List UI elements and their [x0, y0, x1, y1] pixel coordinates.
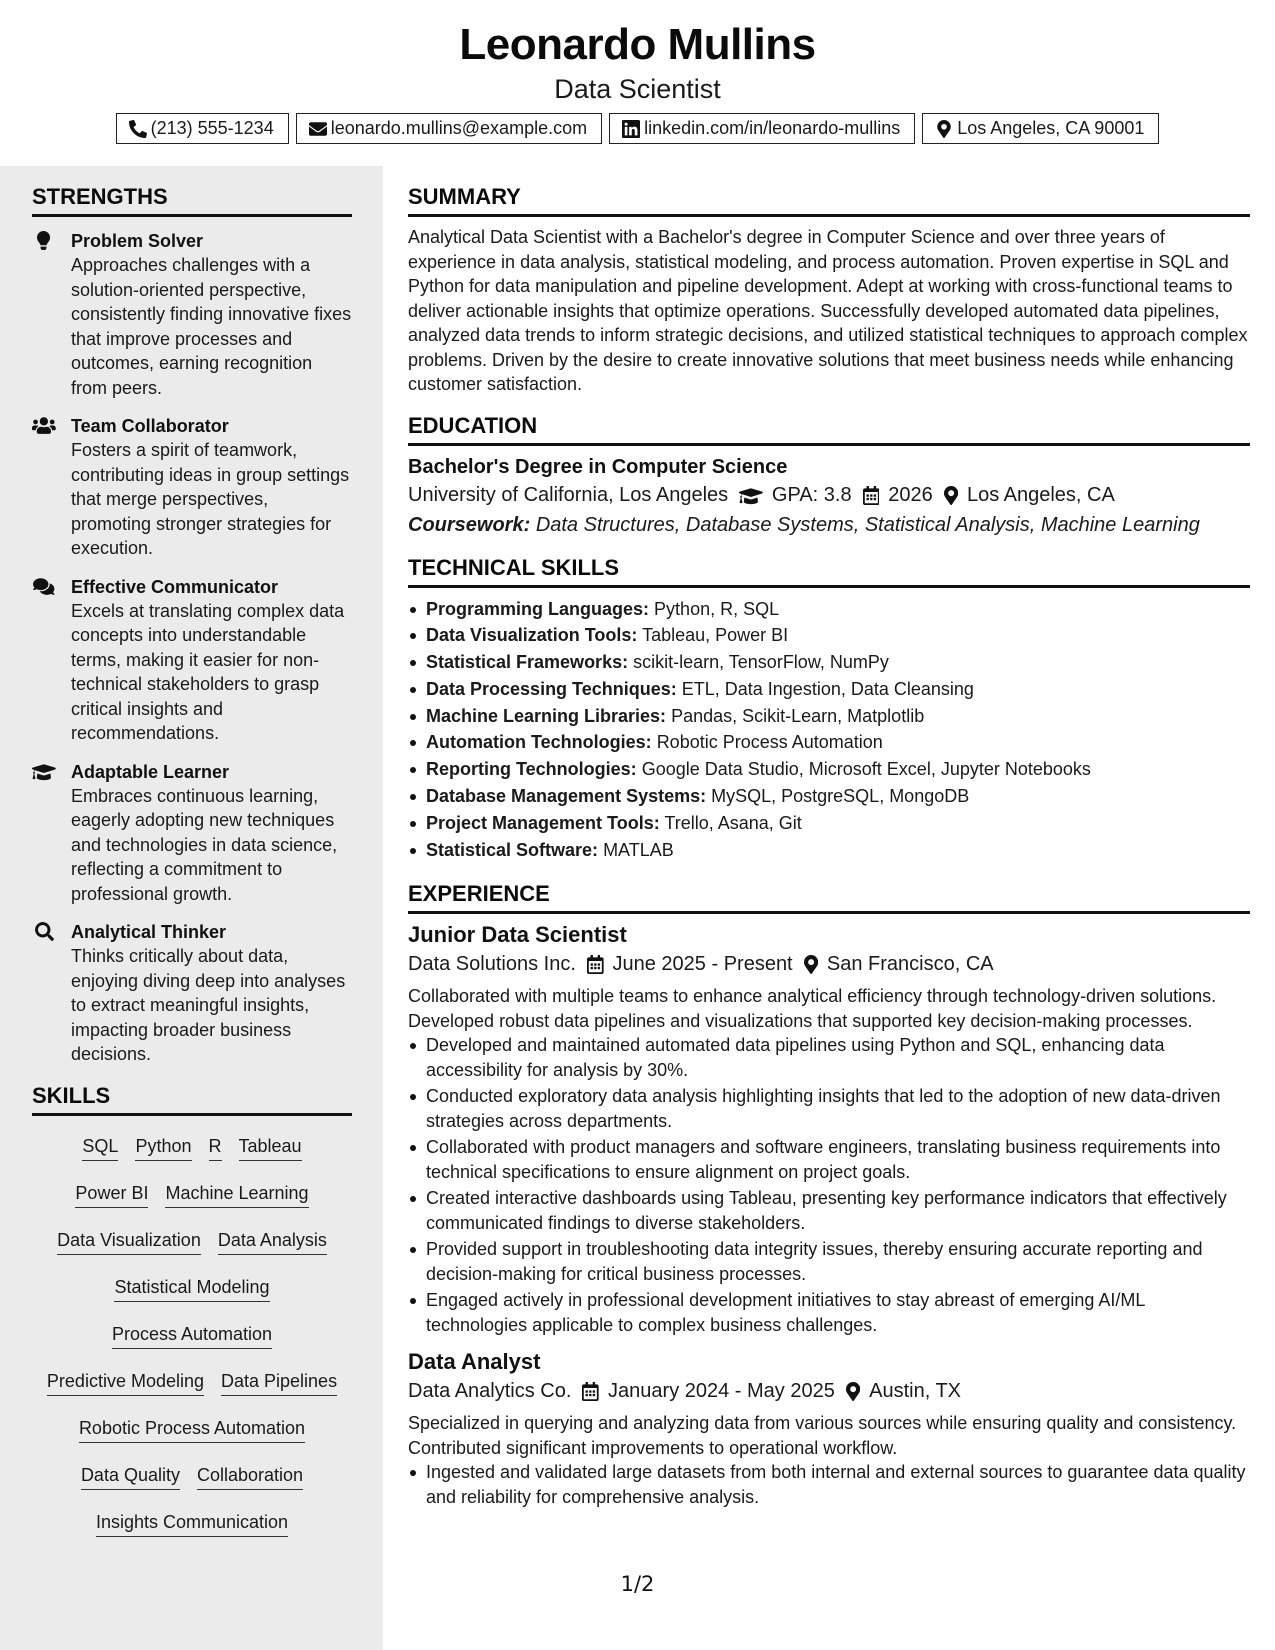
- job-entry: [408, 1349, 1250, 1509]
- school-name: University of California, Los Angeles: [408, 483, 729, 506]
- skills-heading: SKILLS: [32, 1083, 352, 1116]
- list-item: Reporting Technologies: Google Data Studio, Microsoft Excel, Jupyter Notebooks: [408, 756, 1250, 783]
- job-description: Specialized in querying and analyzing data from various sources while ensuring quality and consistency. Contributed significant improvements to operational workflow.: [408, 1413, 1237, 1458]
- skill-tag: Insights Communication: [96, 1507, 288, 1537]
- skill-tag: Data Pipelines: [221, 1366, 337, 1396]
- school-location: Los Angeles, CA: [966, 483, 1115, 506]
- list-item: Database Management Systems: MySQL, PostgreSQL, MongoDB: [408, 783, 1250, 810]
- strengths-list: [32, 229, 352, 1067]
- technical-skills-list: [408, 596, 1250, 864]
- list-item: Project Management Tools: Trello, Asana, Git: [408, 810, 1250, 837]
- experience-heading: EXPERIENCE: [408, 881, 1250, 914]
- map-pin-icon: [935, 120, 953, 138]
- candidate-name: Leonardo Mullins: [459, 20, 816, 69]
- skill-tag: Predictive Modeling: [47, 1366, 204, 1396]
- contact-bar: [0, 113, 1275, 144]
- skill-tag: Robotic Process Automation: [79, 1413, 305, 1443]
- list-item: Machine Learning Libraries: Pandas, Scikit-Learn, Matplotlib: [408, 703, 1250, 730]
- graduation-cap-icon: [739, 486, 763, 505]
- graduation-cap-icon: [32, 762, 56, 781]
- list-item: Engaged actively in professional development initiatives to stay abreast of emerging AI/ML technologies applicable to complex business challenges.: [408, 1288, 1250, 1337]
- summary-heading: SUMMARY: [408, 184, 1250, 217]
- coursework-list: Data Structures, Database Systems, Statistical Analysis, Machine Learning: [535, 513, 1200, 536]
- education-heading: EDUCATION: [408, 413, 1250, 446]
- job-dates: January 2024 - May 2025: [608, 1380, 835, 1403]
- contact-phone-text: (213) 555-1234: [150, 118, 274, 138]
- job-location: Austin, TX: [869, 1380, 962, 1403]
- graduation-year: 2026: [888, 483, 933, 506]
- list-item: Created interactive dashboards using Tableau, presenting key performance indicators that effectively communicated findings to diverse stakeholders.: [408, 1186, 1250, 1235]
- job-bullets: [408, 1460, 1250, 1509]
- map-pin-icon: [846, 1382, 860, 1401]
- list-item: Automation Technologies: Robotic Process Automation: [408, 729, 1250, 756]
- calendar-icon: [863, 486, 880, 505]
- contact-location-text: Los Angeles, CA 90001: [957, 118, 1145, 138]
- calendar-icon: [582, 1382, 599, 1401]
- strength-item: [32, 575, 352, 746]
- job-location: San Francisco, CA: [826, 953, 994, 976]
- list-item: Developed and maintained automated data pipelines using Python and SQL, enhancing data accessibility for analysis by 30%.: [408, 1033, 1250, 1082]
- calendar-icon: [587, 955, 604, 974]
- list-item: Collaborated with product managers and software engineers, translating business requirements into technical specifications to ensure alignment on project goals.: [408, 1135, 1250, 1184]
- strength-item: [32, 760, 352, 907]
- skill-tag: Data Analysis: [218, 1225, 327, 1255]
- list-item: Programming Languages: Python, R, SQL: [408, 596, 1250, 623]
- technical-skills-heading: TECHNICAL SKILLS: [408, 555, 1250, 588]
- search-icon: [35, 922, 54, 941]
- strength-desc: Embraces continuous learning, eagerly adopting new techniques and technologies in data science, reflecting a commitment to professional growth.: [71, 785, 338, 904]
- strength-title: Team Collaborator: [71, 416, 229, 436]
- lightbulb-icon: [37, 231, 50, 250]
- linkedin-icon: [622, 120, 640, 138]
- company-name: Data Solutions Inc.: [408, 953, 576, 976]
- strengths-heading: STRENGTHS: [32, 184, 352, 217]
- job-dates: June 2025 - Present: [612, 953, 793, 976]
- strength-desc: Approaches challenges with a solution-oriented perspective, consistently finding innovative fixes that improve processes and outcomes, earning recognition from peers.: [71, 255, 352, 398]
- strength-desc: Fosters a spirit of teamwork, contributing ideas in group settings that merge perspectives, promoting stronger strategies for execution.: [71, 440, 350, 558]
- strength-item: [32, 229, 352, 400]
- strength-item: [32, 414, 352, 561]
- list-item: Data Processing Techniques: ETL, Data Ingestion, Data Cleansing: [408, 676, 1250, 703]
- list-item: Conducted exploratory data analysis highlighting insights that led to the adoption of new data-driven strategies across departments.: [408, 1084, 1250, 1133]
- job-meta: [408, 1380, 1250, 1403]
- contact-phone[interactable]: [116, 113, 289, 144]
- users-icon: [32, 416, 56, 435]
- list-item: Ingested and validated large datasets from both internal and external sources to guarantee data quality and reliability for comprehensive analysis.: [408, 1460, 1250, 1509]
- list-item: Data Visualization Tools: Tableau, Power BI: [408, 622, 1250, 649]
- skill-tag: Process Automation: [112, 1319, 272, 1349]
- degree-title: Bachelor's Degree in Computer Science: [408, 455, 788, 478]
- list-item: Provided support in troubleshooting data integrity issues, thereby ensuring accurate reporting and decision-making for critical business processes.: [408, 1237, 1250, 1286]
- map-pin-icon: [804, 955, 818, 974]
- skill-tag: R: [209, 1131, 222, 1161]
- sidebar: [0, 166, 383, 1650]
- main-column: [383, 166, 1275, 1650]
- coursework-label: Coursework:: [408, 513, 531, 536]
- skill-tag: Collaboration: [197, 1460, 303, 1490]
- job-description: Collaborated with multiple teams to enhance analytical efficiency through technology-driven solutions. Developed robust data pipelines and visualizations that supported key decision-making processes.: [408, 986, 1217, 1031]
- skill-tag: Tableau: [239, 1131, 302, 1161]
- contact-email[interactable]: [296, 113, 602, 144]
- skill-tag: Power BI: [75, 1178, 148, 1208]
- job-entry: [408, 922, 1250, 1337]
- skill-tag: Data Visualization: [57, 1225, 201, 1255]
- strength-desc: Thinks critically about data, enjoying diving deep into analyses to extract meaningful insights, impacting broader business decisions.: [71, 946, 346, 1064]
- strength-desc: Excels at translating complex data concepts into understandable terms, making it easier for non-technical stakeholders to grasp critical insights and recommendations.: [71, 600, 345, 743]
- gpa-value: GPA: 3.8: [771, 483, 852, 506]
- skill-tag: Machine Learning: [165, 1178, 308, 1208]
- skill-tag: Statistical Modeling: [114, 1272, 269, 1302]
- job-title: Junior Data Scientist: [408, 922, 627, 948]
- job-meta: [408, 953, 1250, 976]
- map-pin-icon: [944, 486, 958, 505]
- strength-title: Analytical Thinker: [71, 922, 227, 942]
- contact-linkedin[interactable]: [609, 113, 915, 144]
- skills-list: [32, 1122, 352, 1545]
- skill-tag: Data Quality: [81, 1460, 180, 1490]
- skill-tag: Python: [135, 1131, 191, 1161]
- summary-text: Analytical Data Scientist with a Bachelor's degree in Computer Science and over three years of experience in data analysis, statistical modeling, and process automation. Proven expertise in SQL and Python for data manipulation and pipeline development. Adept at working with cross-functional teams to deliver actionable insights that optimize operations. Successfully developed automated data pipelines, analyzed data trends to inform strategic decisions, and utilized statistical techniques to approach complex problems. Driven by the desire to create innovative solutions that meet business needs while enhancing customer satisfaction.: [408, 227, 1248, 394]
- strength-title: Problem Solver: [71, 231, 204, 251]
- page-number: 1/2: [620, 1572, 655, 1596]
- job-title: Data Analyst: [408, 1349, 541, 1375]
- contact-email-text: leonardo.mullins@example.com: [330, 118, 588, 138]
- job-bullets: [408, 1033, 1250, 1337]
- candidate-role: Data Scientist: [554, 74, 721, 104]
- skill-tag: SQL: [82, 1131, 118, 1161]
- strength-title: Effective Communicator: [71, 576, 279, 597]
- resume-header: [0, 0, 1275, 166]
- strength-item: [32, 920, 352, 1067]
- education-meta: [408, 484, 1250, 507]
- list-item: Statistical Frameworks: scikit-learn, TensorFlow, NumPy: [408, 649, 1250, 676]
- contact-location[interactable]: [922, 113, 1159, 144]
- strength-title: Adaptable Learner: [71, 761, 230, 782]
- phone-icon: [129, 120, 147, 138]
- company-name: Data Analytics Co.: [408, 1380, 572, 1403]
- list-item: Statistical Software: MATLAB: [408, 837, 1250, 864]
- coursework: [408, 514, 1250, 537]
- envelope-icon: [309, 120, 327, 138]
- comments-icon: [33, 577, 54, 596]
- contact-linkedin-text: linkedin.com/in/leonardo-mullins: [644, 118, 901, 138]
